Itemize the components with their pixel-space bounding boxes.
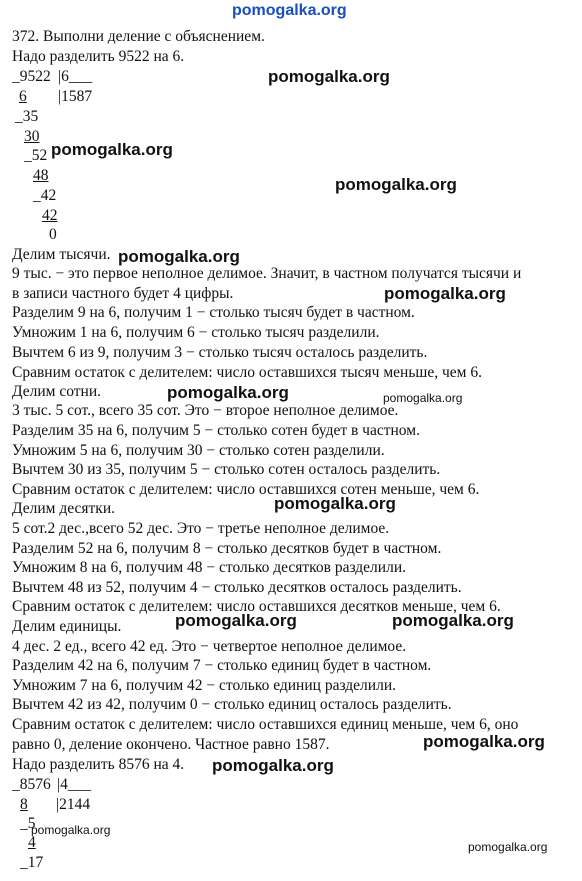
division2-r1: _5: [20, 815, 36, 832]
watermark: pomogalka.org: [383, 391, 463, 405]
line: в записи частного будет 4 цифры.: [12, 285, 234, 302]
division1-dividend: _9522: [12, 68, 51, 85]
division1-s4: 42: [42, 207, 58, 224]
line: Умножим 1 на 6, получим 6 − столько тысяч разделили.: [12, 324, 380, 341]
division2-s2: 4: [28, 834, 36, 851]
division1-quotient: |1587: [58, 88, 93, 105]
division2-r2: _17: [20, 854, 44, 871]
watermark: pomogalka.org: [423, 732, 545, 751]
line: Умножим 7 на 6, получим 42 − столько единиц разделили.: [12, 677, 396, 694]
division1-s3: 48: [33, 167, 49, 184]
division1-sub1: 6: [19, 88, 27, 105]
watermark: pomogalka.org: [268, 67, 390, 86]
division1-s2: 30: [24, 128, 40, 145]
division2-divisor: |4___: [57, 776, 92, 793]
line: равно 0, деление окончено. Частное равно 1587.: [12, 736, 330, 753]
line: 9 тыс. − это первое неполное делимое. Значит, в частном получатся тысячи и: [12, 265, 522, 282]
division1-r4: 0: [49, 226, 57, 243]
watermark: pomogalka.org: [31, 823, 111, 837]
watermark: pomogalka.org: [51, 140, 173, 159]
line: 5 сот.2 дес.,всего 52 дес. Это − третье неполное делимое.: [12, 520, 390, 537]
line: Разделим 42 на 6, получим 7 − столько единиц будет в частном.: [12, 657, 432, 674]
watermark: pomogalka.org: [175, 611, 297, 630]
line: Сравним остаток с делителем: число оставшихся тысяч меньше, чем 6.: [12, 364, 482, 381]
division1-r1: _35: [15, 108, 39, 125]
line: 3 тыс. 5 сот., всего 35 сот. Это − второе неполное делимое.: [12, 402, 399, 419]
line: Вычтем 6 из 9, получим 3 − столько тысяч осталось разделить.: [12, 344, 428, 361]
watermark: pomogalka.org: [335, 175, 457, 194]
line: Умножим 5 на 6, получим 30 − столько сотен разделили.: [12, 442, 385, 459]
line: Вычтем 30 из 35, получим 5 − столько сотен осталось разделить.: [12, 461, 441, 478]
watermark: pomogalka.org: [212, 756, 334, 775]
line: Делим десятки.: [12, 500, 115, 517]
division2-sub1: 8: [20, 796, 28, 813]
watermark: pomogalka.org: [118, 247, 240, 266]
line: 4 дес. 2 ед., всего 42 ед. Это − четвертое неполное делимое.: [12, 638, 407, 655]
line: Умножим 8 на 6, получим 48 − столько десятков разделили.: [12, 559, 406, 576]
line: Делим единицы.: [12, 618, 122, 635]
watermark: pomogalka.org: [392, 611, 514, 630]
line: Делим сотни.: [12, 383, 102, 400]
division1-r2: _52: [24, 147, 48, 164]
watermark: pomogalka.org: [384, 284, 506, 303]
watermark: pomogalka.org: [167, 383, 289, 402]
division1-r3: _42: [33, 187, 57, 204]
line: Разделим 52 на 6, получим 8 − столько десятков будет в частном.: [12, 540, 442, 557]
line: Сравним остаток с делителем: число оставшихся единиц меньше, чем 6, оно: [12, 716, 519, 733]
watermark: pomogalka.org: [468, 840, 548, 854]
task-title: 372. Выполни деление с объяснением.: [12, 28, 265, 45]
line: Вычтем 48 из 52, получим 4 − столько десятков осталось разделить.: [12, 579, 462, 596]
line: Сравним остаток с делителем: число оставшихся десятков меньше, чем 6.: [12, 598, 501, 615]
line: Разделим 9 на 6, получим 1 − столько тысяч будет в частном.: [12, 304, 415, 321]
line: Надо разделить 8576 на 4.: [12, 756, 185, 773]
division2-dividend: _8576: [12, 776, 51, 793]
line: Делим тысячи.: [12, 246, 111, 263]
task-intro: Надо разделить 9522 на 6.: [12, 48, 185, 65]
line: Разделим 35 на 6, получим 5 − столько сотен будет в частном.: [12, 422, 420, 439]
watermark: pomogalka.org: [274, 494, 396, 513]
division1-divisor: |6___: [58, 68, 93, 85]
line: Сравним остаток с делителем: число оставшихся сотен меньше, чем 6.: [12, 481, 480, 498]
watermark-top: pomogalka.org: [232, 2, 347, 19]
division2-quotient: |2144: [56, 796, 91, 813]
line: Вычтем 42 из 42, получим 0 − столько единиц осталось разделить.: [12, 696, 452, 713]
